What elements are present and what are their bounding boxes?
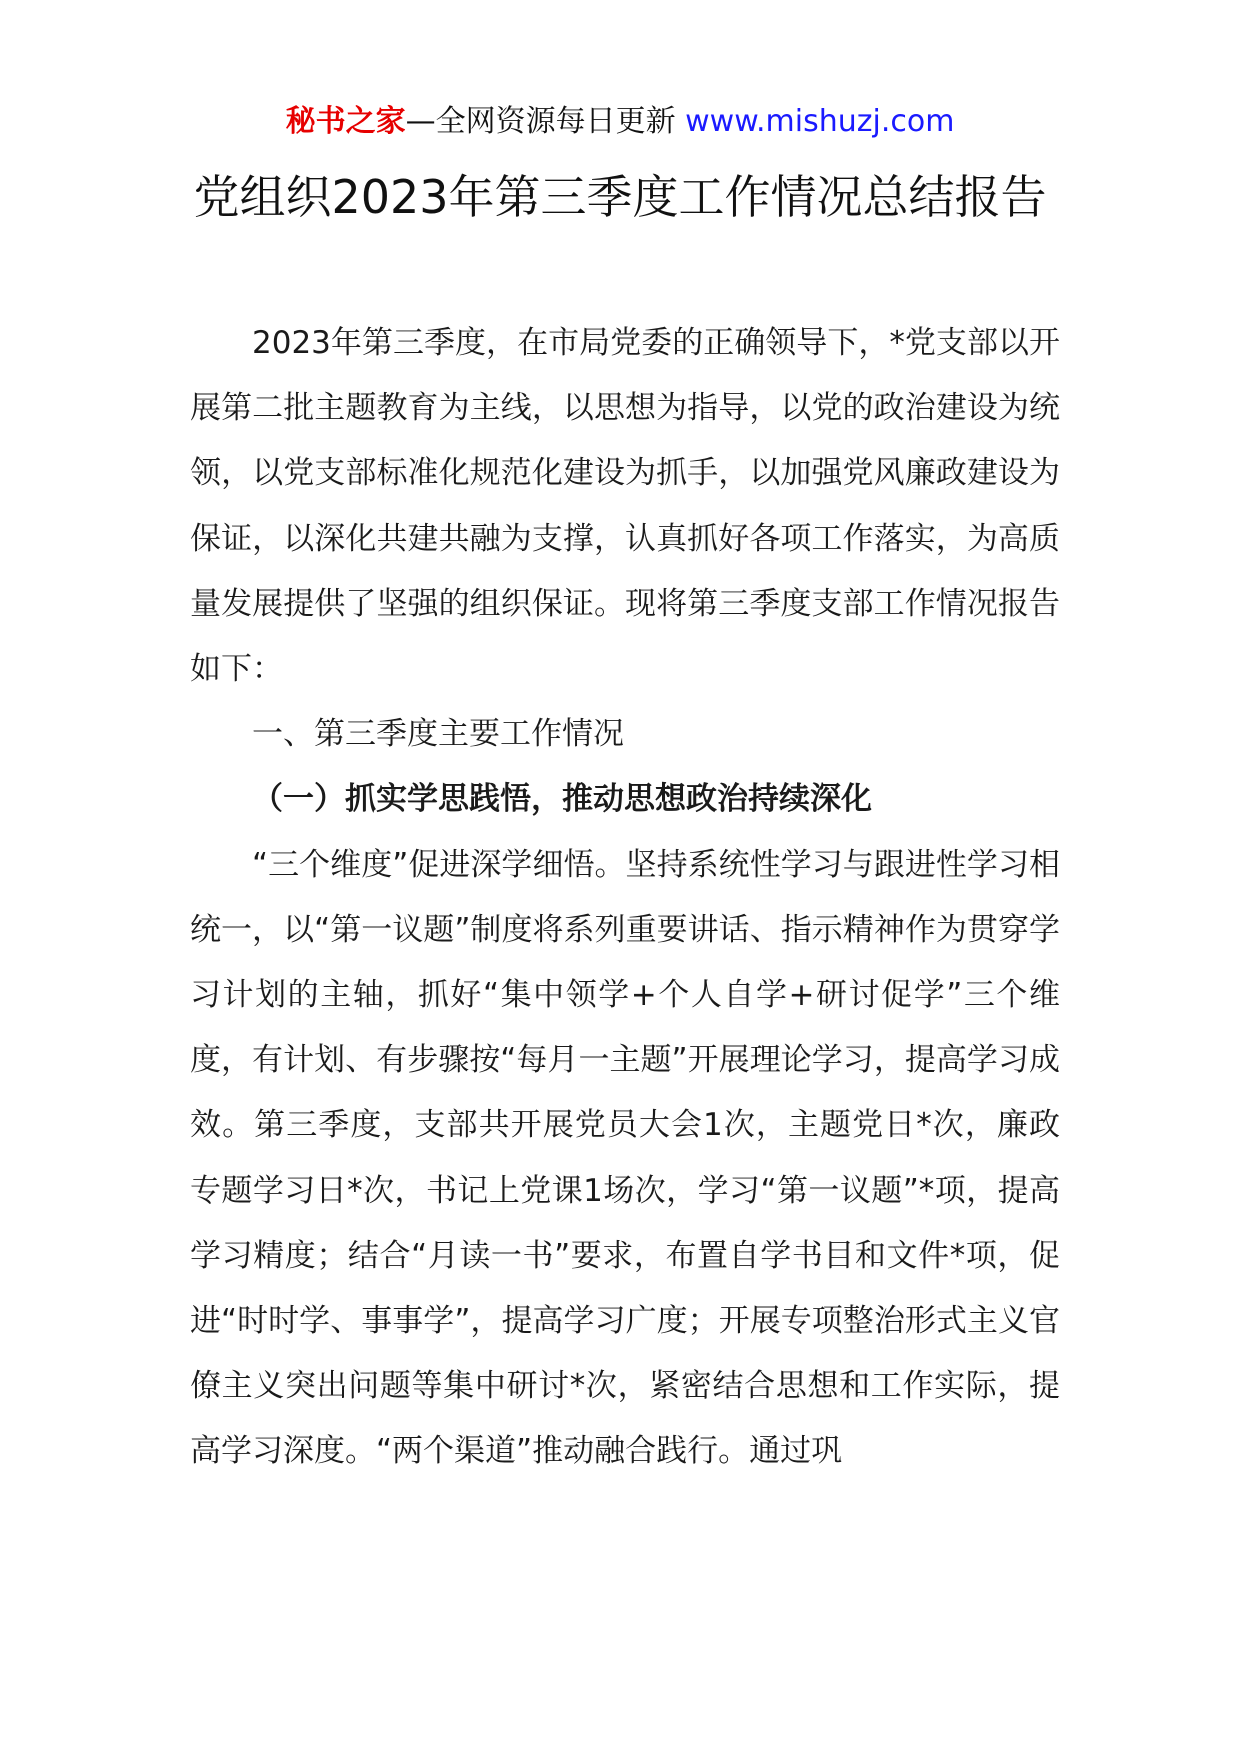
- intro-paragraph: 2023年第三季度，在市局党委的正确领导下，*党支部以开展第二批主题教育为主线，以思想为指导，以党的政治建设为统领，以党支部标准化规范化建设为抓手，以加强党风廉政建设为保证，以深化共建共融为支撑，认真抓好各项工作落实，为高质量发展提供了坚强的组织保证。现将第三季度支部工作情况报告如下：: [190, 325, 1060, 688]
- site-brand: 秘书之家: [285, 104, 406, 139]
- site-slogan: —全网资源每日更新: [405, 104, 686, 139]
- section-heading: 一、第三季度主要工作情况: [252, 716, 624, 753]
- document-title: 党组织2023年第三季度工作情况总结报告: [193, 170, 1047, 224]
- subsection-paragraph: “三个维度”促进深学细悟。坚持系统性学习与跟进性学习相统一，以“第一议题”制度将系列重要讲话、指示精神作为贯穿学习计划的主轴，抓好“集中领学+个人自学+研讨促学”三个维度，有计划、有步骤按“每月一主题”开展理论学习，提高学习成效。第三季度，支部共开展党员大会1次，主题党日*次，廉政专题学习日*次，书记上党课1场次，学习“第一议题”*项，提高学习精度；结合“月读一书”要求，布置自学书目和文件*项，促进“时时学、事事学”，提高学习广度；开展专项整治形式主义官僚主义突出问题等集中研讨*次，紧密结合思想和工作实际，提高学习深度。“两个渠道”推动融合践行。通过巩: [190, 846, 1060, 1470]
- subsection-heading: （一）抓实学思践悟，推动思想政治持续深化: [252, 781, 872, 818]
- site-header: [0, 102, 1240, 142]
- document-body: [190, 311, 1060, 1485]
- site-url[interactable]: www.mishuzj.com: [685, 104, 955, 139]
